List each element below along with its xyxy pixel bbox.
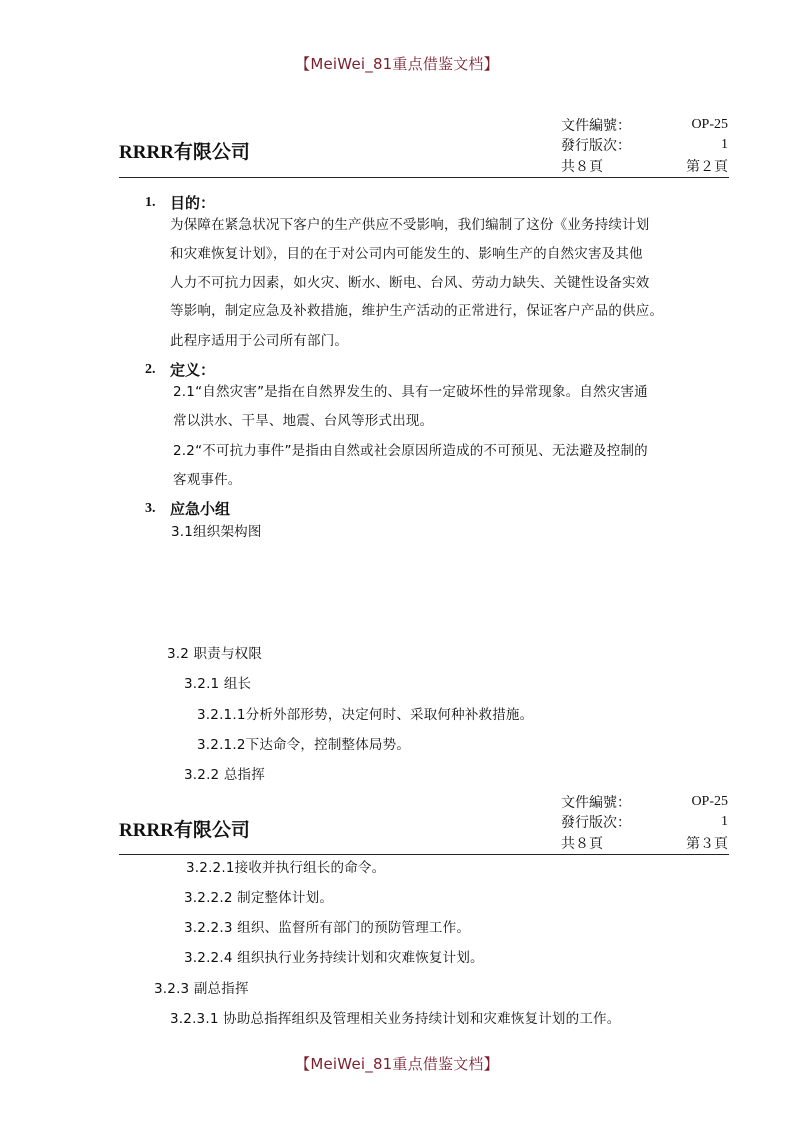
section-number: 2. xyxy=(145,362,156,377)
page-number: 第２頁 xyxy=(686,159,728,175)
leader-heading: 3.2.1 组长 xyxy=(184,676,252,692)
bottom-banner: 【MeiWei_81重点借鉴文档】 xyxy=(295,1055,499,1073)
body-line: 和灾难恢复计划》，目的在于对公司内可能发生的、影响生产的自然灾害及其他 xyxy=(170,246,643,262)
commander-heading: 3.2.2 总指挥 xyxy=(184,767,265,783)
top-banner: 【MeiWei_81重点借鉴文档】 xyxy=(295,55,499,73)
body-line: 2.1“自然灾害”是指在自然界发生的、具有一定破坏性的异常现象。自然灾害通 xyxy=(173,384,648,400)
section-title: 目的： xyxy=(170,194,216,212)
duties-heading: 3.2 职责与权限 xyxy=(167,646,263,662)
header-divider xyxy=(119,177,729,178)
company-name: RRRR有限公司 xyxy=(119,820,250,841)
body-line: 等影响，制定应急及补救措施，维护生产活动的正常进行，保证客户产品的供应。 xyxy=(170,303,664,319)
commander-duty: 3.2.2.3 组织、监督所有部门的预防管理工作。 xyxy=(184,920,471,936)
body-line: 客观事件。 xyxy=(173,472,242,488)
doc-number-label: 文件編號： xyxy=(561,795,631,811)
doc-number-value: OP-25 xyxy=(691,794,728,809)
header-divider xyxy=(119,854,729,855)
doc-number-label: 文件編號： xyxy=(561,118,631,134)
version-label: 發行版次： xyxy=(561,138,631,154)
version-value: 1 xyxy=(721,814,728,829)
section-number: 1. xyxy=(145,195,156,210)
body-line: 常以洪水、干旱、地震、台风等形式出现。 xyxy=(173,413,434,429)
page-number: 第３頁 xyxy=(686,836,728,852)
total-pages: 共８頁 xyxy=(561,836,603,852)
total-pages: 共８頁 xyxy=(561,159,603,175)
vice-commander-heading: 3.2.3 副总指挥 xyxy=(154,981,249,997)
section-title: 应急小组 xyxy=(170,500,231,518)
commander-duty: 3.2.2.2 制定整体计划。 xyxy=(184,890,334,906)
commander-duty: 3.2.2.4 组织执行业务持续计划和灾难恢复计划。 xyxy=(184,950,484,966)
org-chart-heading: 3.1组织架构图 xyxy=(171,524,262,540)
section-title: 定义： xyxy=(170,361,216,379)
section-number: 3. xyxy=(145,501,156,516)
vice-commander-duty: 3.2.3.1 协助总指挥组织及管理相关业务持续计划和灾难恢复计划的工作。 xyxy=(170,1011,621,1027)
body-line: 人力不可抗力因素，如火灾、断水、断电、台风、劳动力缺失、关键性设备实效 xyxy=(170,275,650,291)
commander-duty: 3.2.2.1接收并执行组长的命令。 xyxy=(186,860,386,876)
version-label: 發行版次： xyxy=(561,815,631,831)
body-line: 为保障在紧急状况下客户的生产供应不受影响，我们编制了这份《业务持续计划 xyxy=(170,217,650,233)
body-line: 2.2“不可抗力事件”是指由自然或社会原因所造成的不可预见、无法避及控制的 xyxy=(173,443,648,459)
leader-duty: 3.2.1.2下达命令，控制整体局势。 xyxy=(197,737,411,753)
leader-duty: 3.2.1.1分析外部形势，决定何时、采取何种补救措施。 xyxy=(197,707,534,723)
doc-number-value: OP-25 xyxy=(691,117,728,132)
version-value: 1 xyxy=(721,137,728,152)
body-line: 此程序适用于公司所有部门。 xyxy=(170,333,349,349)
company-name: RRRR有限公司 xyxy=(119,142,250,163)
